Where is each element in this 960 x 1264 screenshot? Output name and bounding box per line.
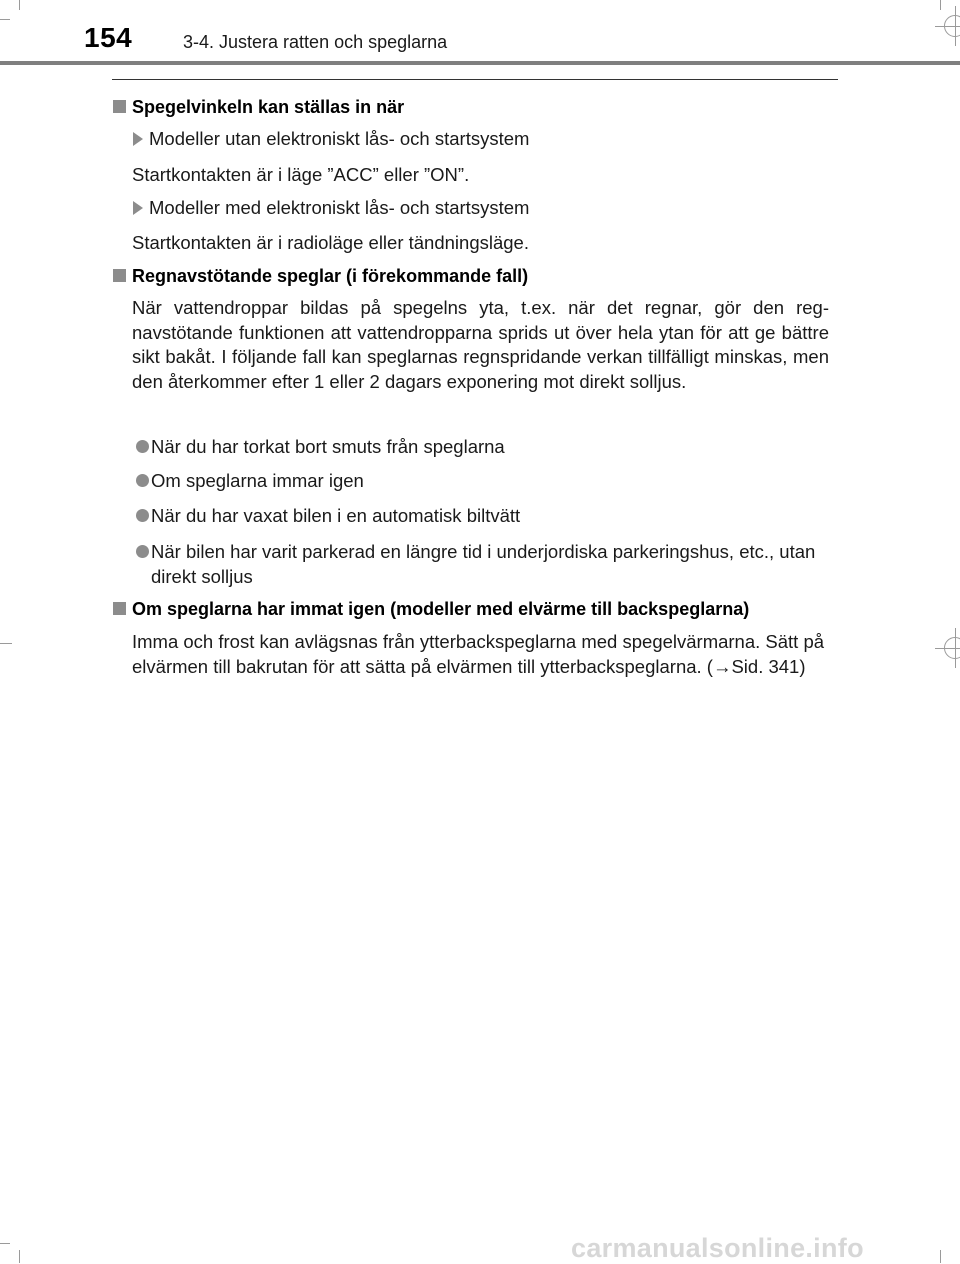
section-heading [113, 97, 404, 118]
divider [112, 79, 838, 80]
model-variant-text: Modeller med elektroniskt lås- och startsystem [149, 197, 530, 218]
section-heading-text: Regnavstötande speglar (i förekommande fall) [132, 266, 529, 286]
round-bullet-icon [136, 509, 149, 522]
section-heading-text: Spegelvinkeln kan ställas in när [132, 97, 405, 117]
square-bullet-icon [113, 269, 126, 282]
model-variant-text: Modeller utan elektroniskt lås- och startsystem [149, 128, 530, 149]
paragraph: När vattendroppar bildas på spegelns yta, t.ex. när det regnar, gör den reg-navstötande funktionen att vattendropparna sprids ut över hela ytan för att ge bättre sikt bakåt. I följande fall kan speglarnas regnspridande verkan tillfälligt minskas, men den återkommer efter 1 eller 2 dagars exponering mot direkt solljus. [132, 297, 829, 392]
registration-mark-icon [944, 637, 960, 659]
crop-mark [940, 1250, 941, 1263]
list-item [136, 469, 839, 494]
square-bullet-icon [113, 602, 126, 615]
model-variant-line [133, 128, 529, 150]
paragraph: Startkontakten är i läge ”ACC” eller ”ON”. [132, 164, 470, 185]
list-item [136, 504, 839, 529]
list-item [136, 540, 839, 589]
triangle-bullet-icon [133, 132, 143, 146]
list-item [136, 435, 839, 460]
model-variant-line [133, 197, 529, 219]
list-item-text: När bilen har varit parkerad en längre tid i underjordiska parkeringshus, etc., utan direkt solljus [151, 541, 816, 587]
registration-mark-icon [944, 15, 960, 37]
paragraph: Startkontakten är i radioläge eller tändningsläge. [132, 232, 529, 253]
crop-mark [19, 0, 20, 10]
page-number: 154 [84, 22, 133, 53]
crop-mark [0, 643, 12, 644]
crop-mark [0, 1243, 10, 1244]
round-bullet-icon [136, 474, 149, 487]
section-heading [113, 266, 528, 287]
running-header: 3-4. Justera ratten och speglarna [183, 32, 448, 52]
section-heading [113, 599, 749, 620]
crop-mark [19, 1250, 20, 1263]
crop-mark [0, 19, 10, 20]
crop-mark [940, 0, 941, 10]
list-item-text: När du har vaxat bilen i en automatisk biltvätt [151, 505, 521, 526]
round-bullet-icon [136, 440, 149, 453]
round-bullet-icon [136, 545, 149, 558]
header-bar [0, 61, 960, 65]
triangle-bullet-icon [133, 201, 143, 215]
list-item-text: När du har torkat bort smuts från speglarna [151, 436, 505, 457]
list-item-text: Om speglarna immar igen [151, 470, 364, 491]
paragraph: Imma och frost kan avlägsnas från ytterbackspeglarna med spegelvärmarna. Sätt på elvärmen till bakrutan för att sätta på elvärmen till ytterbackspeglarna. (→Sid. 341) [132, 631, 825, 677]
watermark: carmanualsonline.info [571, 1233, 864, 1263]
square-bullet-icon [113, 100, 126, 113]
section-heading-text: Om speglarna har immat igen (modeller med elvärme till backspeglarna) [132, 599, 750, 619]
